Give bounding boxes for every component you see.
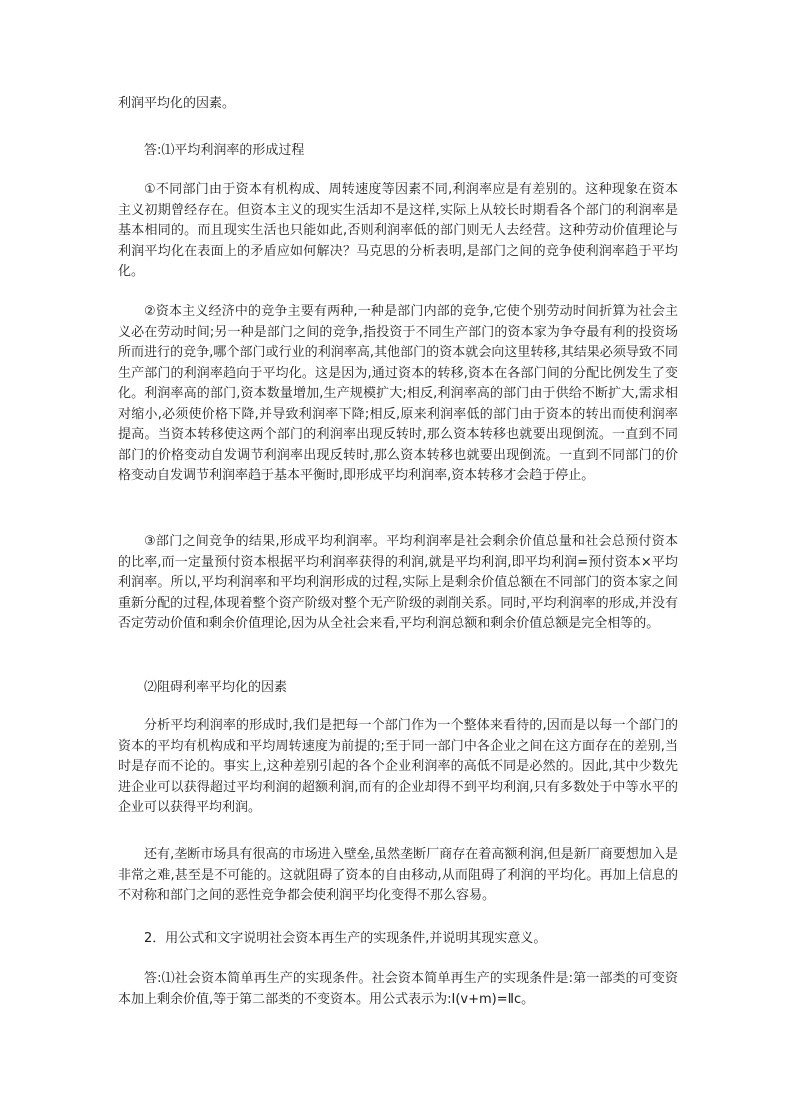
paragraph-heading-2: ⑵阻碍利率平均化的因素: [144, 680, 288, 695]
paragraph-point-3: ③部门之间竞争的结果,形成平均利润率。平均利润率是社会剩余价值总量和社会总预付资本的比率,而一定量预付资本根据平均利润率获得的利润,就是平均利润,即平均利润=预付资本×平均利润率。所以,平均利润率和平均利润形成的过程,实际上是剩余价值总额在不同部门的资本家之间重新分配的过程,体现着整个资产阶级对整个无产阶级的剥削关系。同时,平均利润率的形成,并没有否定劳动价值和剩余价值理论,因为从全社会来看,平均利润总额和剩余价值总额是完全相等的。: [118, 534, 678, 631]
question-2: 2．用公式和文字说明社会资本再生产的实现条件,并说明其现实意义。: [144, 931, 547, 946]
paragraph-monopoly: 还有,垄断市场具有很高的市场进入壁垒,虽然垄断厂商存在着高额利润,但是新厂商要想加入是非常之难,甚至是不可能的。这就阻碍了资本的自由移动,从而阻碍了利润的平均化。再加上信息的不对称和部门之间的恶性竞争都会使利润平均化变得不那么容易。: [118, 847, 678, 903]
paragraph-analysis: 分析平均利润率的形成时,我们是把每一个部门作为一个整体来看待的,因而是以每一个部门的资本的平均有机构成和平均周转速度为前提的;至于同一部门中各企业之间在这方面存在的差别,当时是存而不论的。事实上,这种差别引起的各个企业利润率的高低不同是必然的。因此,其中少数先进企业可以获得超过平均利润的超额利润,而有的企业却得不到平均利润,只有多数处于中等水平的企业可以获得平均利润。: [118, 718, 678, 815]
paragraph-intro-fragment: 利润平均化的因素。: [118, 96, 236, 111]
paragraph-point-1: ①不同部门由于资本有机构成、周转速度等因素不同,利润率应是有差别的。这种现象在资本主义初期曾经存在。但资本主义的现实生活却不是这样,实际上从较长时期看各个部门的利润率是基本相同的。而且现实生活也只能如此,否则利润率低的部门则无人去经营。这种劳动价值理论与利润平均化在表面上的矛盾应如何解决？马克思的分析表明,是部门之间的竞争使利润率趋于平均化。: [118, 182, 678, 279]
paragraph-answer-heading-1: 答:⑴平均利润率的形成过程: [144, 143, 305, 158]
paragraph-answer-2: 答:⑴社会资本简单再生产的实现条件。社会资本简单再生产的实现条件是:第一部类的可变资本加上剩余价值,等于第二部类的不变资本。用公式表示为:Ⅰ(v+m)=Ⅱc。: [118, 971, 678, 1007]
paragraph-point-2: ②资本主义经济中的竞争主要有两种,一种是部门内部的竞争,它使个别劳动时间折算为社会主义必在劳动时间;另一种是部门之间的竞争,指投资于不同生产部门的资本家为争夺最有利的投资场所而进行的竞争,哪个部门或行业的利润率高,其他部门的资本就会向这里转移,其结果必须导致不同生产部门的利润率趋向于平均化。这是因为,通过资本的转移,资本在各部门间的分配比例发生了变化。利润率高的部门,资本数量增加,生产规模扩大;相反,利润率高的部门由于供给不断扩大,需求相对缩小,必须使价格下降,并导致利润率下降;相反,原来利润率低的部门由于资本的转出而使利润率提高。当资本转移使这两个部门的利润率出现反转时,那么资本转移也就要出现倒流。一直到不同部门的价格变动自发调节利润率出现反转时,那么资本转移也就要出现倒流。一直到不同部门的价格变动自发调节利润率趋于基本平衡时,即形成平均利润率,资本转移才会趋于停止。: [118, 304, 678, 483]
